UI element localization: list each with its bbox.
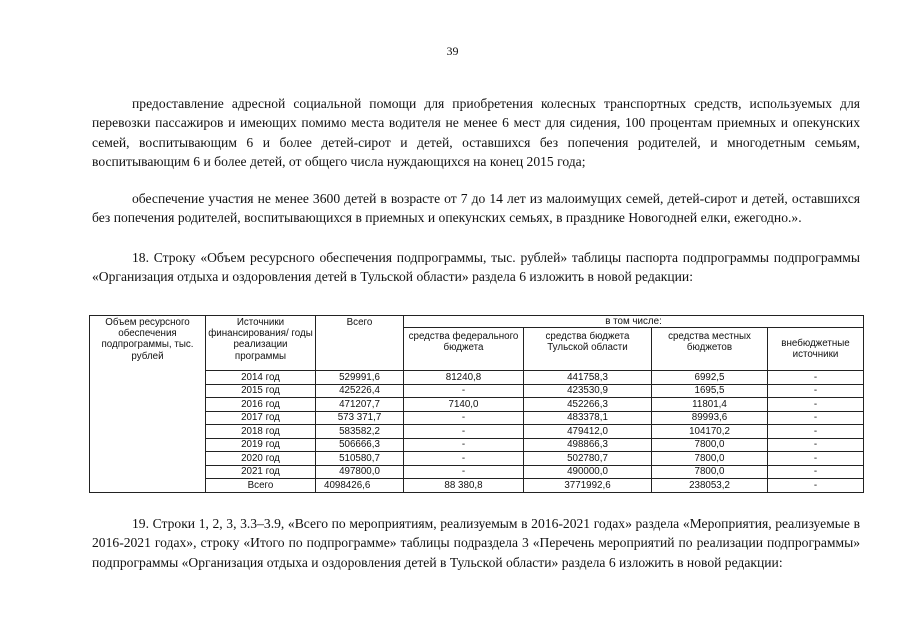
- row-total: 573 371,7: [316, 411, 404, 425]
- row-total: 425226,4: [316, 384, 404, 398]
- header-volume: Объем ресурсного обеспечения подпрограммы, тыс. рублей: [90, 316, 206, 493]
- resource-provision-table: [89, 315, 864, 493]
- row-regional: 498866,3: [524, 438, 652, 452]
- row-local: 89993,6: [652, 411, 768, 425]
- table-row: [90, 371, 864, 385]
- row-federal: -: [404, 465, 524, 479]
- header-offbudget: внебюджетные источники: [768, 328, 864, 371]
- paragraph-new-year-event: обеспечение участия не менее 3600 детей в возрасте от 7 до 14 лет из малоимущих семей, детей-сирот и детей, оставшихся без попечения родителей, воспитывающихся в приемных и опекунских семьях, в празднике Новогодней елки, ежегодно.».: [92, 191, 860, 226]
- row-regional: 452266,3: [524, 398, 652, 412]
- table-row: [90, 398, 864, 412]
- row-year: 2019 год: [206, 438, 316, 452]
- row-total: 4098426,6: [316, 479, 404, 493]
- paragraph-social-aid: предоставление адресной социальной помощи для приобретения колесных транспортных средств, используемых для перевозки пассажиров и имеющих помимо места водителя не менее 6 мест для сидения, 100 процентам приемных и опекунских семей, воспитывающим 6 и более детей-сирот и детей, оставшихся без попечения родителей, и многодетным семьям, воспитывающим 6 и более детей, от общего числа нуждающихся на конец 2015 года;: [92, 96, 860, 169]
- header-including: в том числе:: [404, 316, 864, 328]
- row-federal: -: [404, 425, 524, 439]
- row-local: 7800,0: [652, 438, 768, 452]
- header-regional: средства бюджета Тульской области: [524, 328, 652, 371]
- row-offbudget: -: [768, 425, 864, 439]
- row-year: 2015 год: [206, 384, 316, 398]
- row-year: 2021 год: [206, 465, 316, 479]
- row-local: 7800,0: [652, 465, 768, 479]
- table-row: [90, 465, 864, 479]
- row-offbudget: -: [768, 384, 864, 398]
- header-federal: средства федерального бюджета: [404, 328, 524, 371]
- row-offbudget: -: [768, 465, 864, 479]
- row-total: 510580,7: [316, 452, 404, 466]
- row-offbudget: -: [768, 371, 864, 385]
- row-regional: 3771992,6: [524, 479, 652, 493]
- row-regional: 479412,0: [524, 425, 652, 439]
- row-local: 1695,5: [652, 384, 768, 398]
- row-regional: 490000,0: [524, 465, 652, 479]
- row-total: 471207,7: [316, 398, 404, 412]
- row-federal: -: [404, 438, 524, 452]
- row-federal: -: [404, 452, 524, 466]
- row-offbudget: -: [768, 479, 864, 493]
- row-local: 11801,4: [652, 398, 768, 412]
- table-row: [90, 425, 864, 439]
- row-regional: 483378,1: [524, 411, 652, 425]
- page-number: 39: [446, 44, 459, 58]
- table-row: [90, 384, 864, 398]
- row-federal: -: [404, 411, 524, 425]
- row-local: 7800,0: [652, 452, 768, 466]
- row-year: 2017 год: [206, 411, 316, 425]
- row-local: 6992,5: [652, 371, 768, 385]
- header-local: средства местных бюджетов: [652, 328, 768, 371]
- table-row-total: [90, 479, 864, 493]
- row-local: 104170,2: [652, 425, 768, 439]
- row-year: 2020 год: [206, 452, 316, 466]
- row-total: 529991,6: [316, 371, 404, 385]
- row-federal: 88 380,8: [404, 479, 524, 493]
- table-row: [90, 438, 864, 452]
- header-sources: Источники финансирования/ годы реализации программы: [206, 316, 316, 371]
- row-regional: 502780,7: [524, 452, 652, 466]
- row-year: Всего: [206, 479, 316, 493]
- paragraph-item-18: 18. Строку «Объем ресурсного обеспечения подпрограммы, тыс. рублей» таблицы паспорта подпрограммы подпрограммы «Организация отдыха и оздоровления детей в Тульской области» раздела 6 изложить в новой редакции:: [92, 250, 860, 285]
- row-offbudget: -: [768, 452, 864, 466]
- table-row: [90, 411, 864, 425]
- row-year: 2014 год: [206, 371, 316, 385]
- table-row: [90, 452, 864, 466]
- row-local: 238053,2: [652, 479, 768, 493]
- row-year: 2016 год: [206, 398, 316, 412]
- paragraph-item-19: 19. Строки 1, 2, 3, 3.3–3.9, «Всего по мероприятиям, реализуемым в 2016-2021 годах» раздела «Мероприятия, реализуемые в 2016-2021 годах», строку «Итого по подпрограмме» таблицы подраздела 3 «Перечень мероприятий по реализации подпрограммы» подпрограммы «Организация отдыха и оздоровления детей в Тульской области» раздела 6 изложить в новой редакции:: [92, 516, 860, 570]
- row-total: 497800,0: [316, 465, 404, 479]
- row-regional: 441758,3: [524, 371, 652, 385]
- row-regional: 423530,9: [524, 384, 652, 398]
- row-federal: 7140,0: [404, 398, 524, 412]
- row-federal: 81240,8: [404, 371, 524, 385]
- row-total: 583582,2: [316, 425, 404, 439]
- row-federal: -: [404, 384, 524, 398]
- header-total: Всего: [316, 316, 404, 371]
- row-total: 506666,3: [316, 438, 404, 452]
- row-year: 2018 год: [206, 425, 316, 439]
- row-offbudget: -: [768, 398, 864, 412]
- row-offbudget: -: [768, 411, 864, 425]
- row-offbudget: -: [768, 438, 864, 452]
